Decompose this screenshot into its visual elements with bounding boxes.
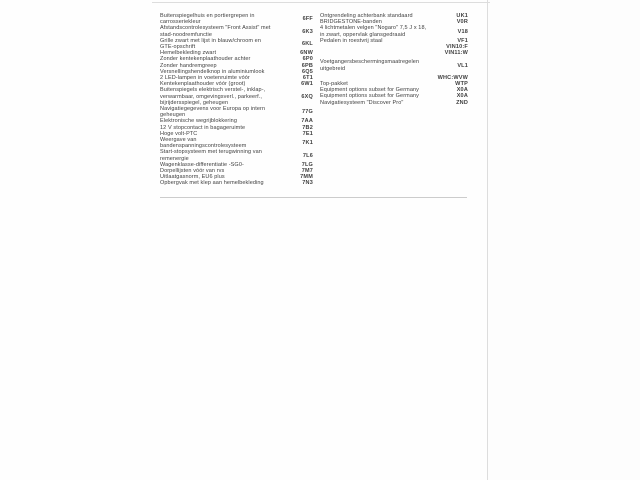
equipment-description: Hemelbekleding zwart bbox=[160, 50, 217, 57]
equipment-row bbox=[160, 13, 313, 25]
equipment-description: Versnellingshendelknop in aluminiumlook bbox=[160, 68, 265, 75]
equipment-code: VF1 bbox=[457, 37, 468, 44]
equipment-description: Zonder kentekenplaathouder achter bbox=[160, 56, 251, 63]
equipment-code: WTP bbox=[455, 81, 468, 88]
equipment-description: Equipment options subset for Germany bbox=[320, 93, 419, 100]
equipment-list bbox=[160, 13, 468, 187]
page-right-edge-line bbox=[487, 0, 488, 480]
equipment-description: Zonder handremgreep bbox=[160, 62, 217, 69]
equipment-code: ZND bbox=[456, 99, 468, 106]
equipment-description: BRIDGESTONE-banden bbox=[320, 19, 382, 26]
equipment-code: 6Q5 bbox=[302, 68, 313, 75]
equipment-code: V18 bbox=[457, 28, 468, 35]
equipment-code: 7K1 bbox=[302, 140, 313, 147]
equipment-row bbox=[160, 87, 313, 106]
equipment-code: V0R bbox=[456, 19, 468, 26]
equipment-code: VIN10:F bbox=[446, 44, 468, 51]
equipment-code: 6XQ bbox=[301, 93, 313, 100]
equipment-description: Buitenspiegelhuis en portiergrepen in carrosseriekleur bbox=[160, 13, 255, 26]
equipment-code: VL1 bbox=[457, 62, 468, 69]
equipment-row bbox=[160, 106, 313, 118]
equipment-description: 2 LED-lampen in voetenruimte vóór bbox=[160, 75, 250, 82]
equipment-row bbox=[160, 25, 313, 37]
equipment-code: 6FF bbox=[302, 16, 313, 23]
equipment-code: 7B2 bbox=[302, 124, 313, 131]
equipment-description: 4 lichtmetalen velgen "Nogaro" 7,5 J x 18, in zwart, oppervlak glansgedraaid bbox=[320, 25, 427, 38]
equipment-row bbox=[320, 25, 468, 37]
page-top-edge-line bbox=[152, 2, 490, 3]
equipment-code: 6KL bbox=[302, 40, 313, 47]
equipment-code: 7E1 bbox=[302, 130, 313, 137]
equipment-row bbox=[320, 50, 468, 56]
equipment-code: 7MM bbox=[300, 174, 313, 181]
equipment-code: 7LG bbox=[301, 161, 313, 168]
equipment-description: Opbergvak met klep aan hemelbekleding bbox=[160, 180, 264, 187]
equipment-code: 77G bbox=[302, 109, 313, 116]
equipment-description: 12 V stopcontact in bagageruimte bbox=[160, 124, 246, 131]
equipment-code: 6NW bbox=[300, 50, 313, 57]
equipment-code: WHC:WVW bbox=[437, 74, 468, 81]
equipment-code: VIN11:W bbox=[444, 50, 468, 57]
equipment-code: 6W1 bbox=[301, 81, 313, 88]
equipment-row bbox=[320, 100, 468, 106]
equipment-description: Equipment options subset for Germany bbox=[320, 87, 419, 94]
equipment-code: UK1 bbox=[456, 13, 468, 19]
equipment-code: X0A bbox=[456, 93, 468, 100]
equipment-description: Buitenspiegels elektrisch verstel-, inklap-, verwarmbaar, omgevingsverl., parkeerf., bijrijdersspiegel, geheugen bbox=[160, 87, 266, 106]
equipment-code: 7L6 bbox=[302, 152, 313, 159]
equipment-description: Elektronische wegrijblokkering bbox=[160, 118, 237, 125]
equipment-description: Grille zwart met lijst in blauw/chroom en GTE-opschrift bbox=[160, 37, 261, 51]
equipment-code: 7N3 bbox=[302, 180, 313, 187]
equipment-description: Dorpellijsten vóór van rvs bbox=[160, 168, 225, 175]
equipment-description: Kentekenplaathouder vóór (groot) bbox=[160, 81, 246, 88]
scan-background-strip bbox=[488, 0, 640, 480]
equipment-description: Hoge volt-PTC bbox=[160, 130, 198, 137]
equipment-description: Wagenklasse-differentiatie -SG0- bbox=[160, 161, 244, 168]
equipment-description: Top-pakket bbox=[320, 81, 348, 88]
equipment-description: Weergave van bandenspanningscontrolesysteem bbox=[160, 137, 247, 150]
equipment-description: Uitlaatgasnorm, EU6 plus bbox=[160, 174, 225, 181]
equipment-description: Navigatiegegevens voor Europa op intern geheugen bbox=[160, 106, 266, 119]
equipment-row bbox=[160, 137, 313, 149]
equipment-row bbox=[160, 180, 313, 186]
equipment-code: 7M7 bbox=[301, 168, 313, 175]
equipment-description: Afstandscontrolesysteem "Front Assist" met stad-noodremfunctie bbox=[160, 25, 271, 38]
equipment-code: 6K3 bbox=[302, 28, 313, 35]
equipment-code: X0A bbox=[456, 87, 468, 94]
equipment-row bbox=[320, 59, 468, 71]
equipment-code: 6PB bbox=[301, 62, 313, 69]
equipment-description: Pedalen in roestvrij staal bbox=[320, 37, 383, 44]
equipment-row bbox=[160, 149, 313, 161]
equipment-description: Ontgrendeling achterbank standaard bbox=[320, 13, 413, 19]
equipment-description: Voetgangersbeschermingsmaatregelen uitgebreid bbox=[320, 59, 420, 72]
equipment-column-left bbox=[160, 13, 313, 187]
equipment-column-right bbox=[320, 13, 468, 187]
equipment-code: 7AA bbox=[301, 118, 313, 125]
section-divider-line bbox=[160, 197, 467, 198]
equipment-code: 6P0 bbox=[302, 56, 313, 63]
equipment-code: 6T1 bbox=[302, 75, 313, 82]
equipment-row bbox=[160, 38, 313, 50]
equipment-description: Navigatiesysteem "Discover Pro" bbox=[320, 99, 404, 106]
equipment-description: Start-stopsysteem met terugwinning van remenergie bbox=[160, 149, 262, 162]
